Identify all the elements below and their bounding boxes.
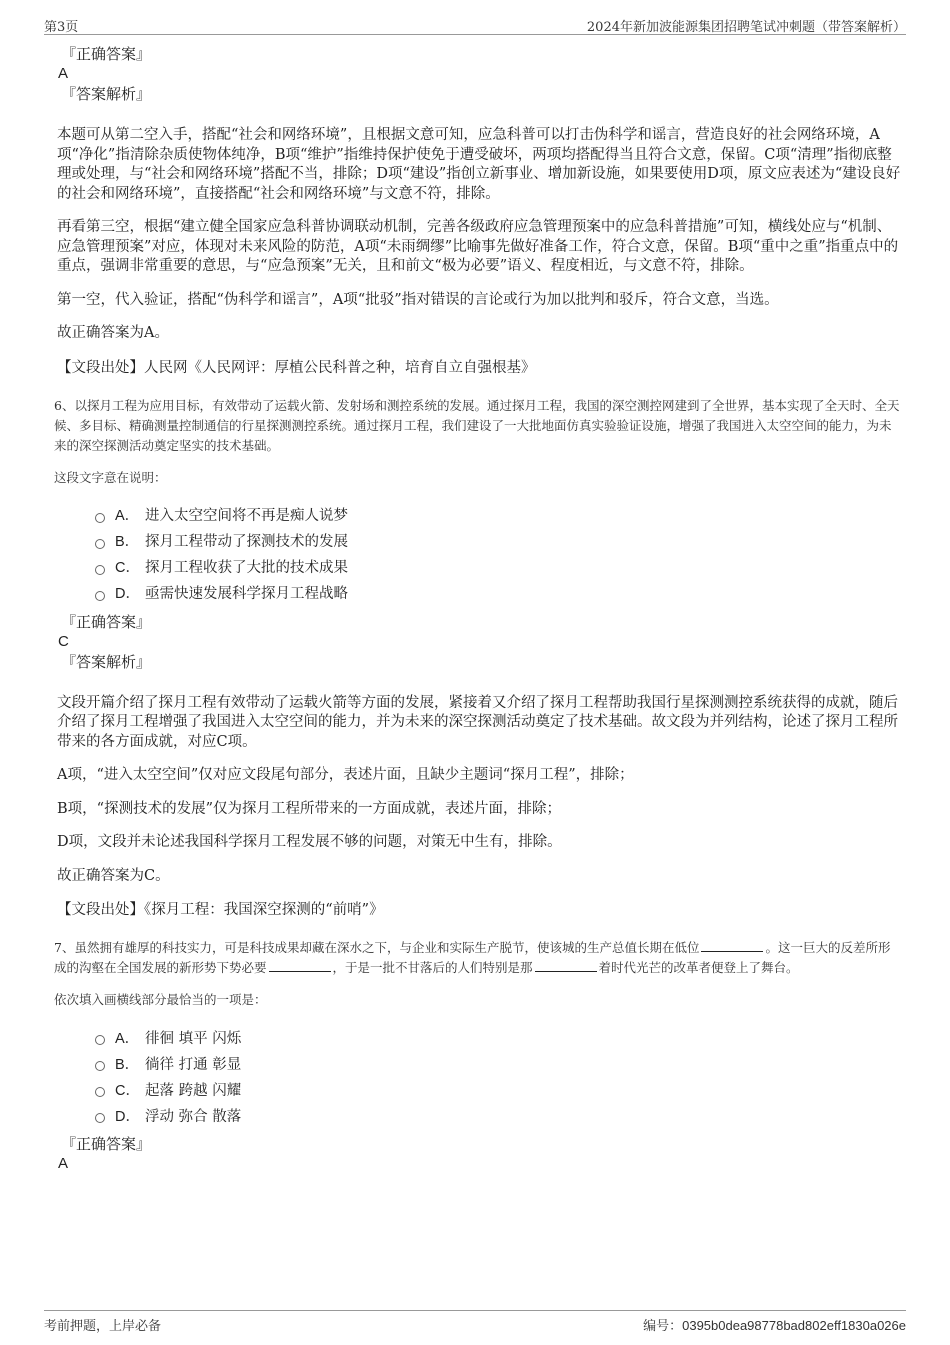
page-header bbox=[44, 14, 906, 35]
option-list bbox=[95, 502, 902, 606]
option-a[interactable]: A． 徘徊 填平 闪烁 bbox=[95, 1024, 902, 1050]
option-b[interactable]: B． 徜徉 打通 彰显 bbox=[95, 1050, 902, 1076]
radio-icon[interactable] bbox=[95, 539, 105, 549]
question-stem: 6、以探月工程为应用目标，有效带动了运载火箭、发射场和测控系统的发展。通过探月工程，我国的深空测控网建到了全世界，基本实现了全天时、全天候、多目标、精确测量控制通信的行星探测测控系统。通过探月工程，我们建设了一大批地面仿真实验验证设施，增强了我国进入太空空间的能力，为未来的深空探测活动奠定坚实的技术基础。 bbox=[54, 397, 900, 453]
analysis-paragraph: B项，“探测技术的发展”仅为探月工程所带来的一方面成就，表述片面，排除； bbox=[57, 800, 561, 817]
page-number: 第3页 bbox=[44, 20, 79, 35]
source-citation: 【文段出处】《探月工程：我国深空探测的“前哨”》 bbox=[57, 902, 384, 918]
fill-blank bbox=[701, 939, 763, 952]
page-footer bbox=[44, 1310, 906, 1335]
analysis-paragraph: 故正确答案为A。 bbox=[57, 325, 169, 341]
analysis-label: 『答案解析』 bbox=[61, 652, 152, 671]
analysis-label: 『答案解析』 bbox=[61, 85, 152, 103]
answer-label: 『正确答案』 bbox=[61, 1135, 152, 1153]
radio-icon[interactable] bbox=[95, 1061, 105, 1071]
answer-value: A bbox=[58, 1155, 69, 1172]
option-b[interactable]: B． 探月工程带动了探测技术的发展 bbox=[95, 528, 902, 554]
analysis-paragraph: D项，文段并未论述我国科学探月工程发展不够的问题，对策无中生有，排除。 bbox=[57, 834, 562, 850]
radio-icon[interactable] bbox=[95, 1113, 105, 1123]
fill-blank bbox=[535, 959, 597, 972]
answer-value: C bbox=[58, 632, 69, 650]
option-list bbox=[95, 1024, 902, 1128]
footer-slogan: 考前押题，上岸必备 bbox=[44, 1319, 162, 1334]
analysis-paragraph: 文段开篇介绍了探月工程有效带动了运载火箭等方面的发展，紧接着又介绍了探月工程帮助我国行星探测测控系统获得的成就，随后介绍了探月工程增强了我国进入太空空间的能力，并为未来的深空探测活动奠定了技术基础。故文段为并列结构，论述了探月工程所带来的各方面成就，对应C项。 bbox=[57, 694, 898, 750]
question-stem: 7、虽然拥有雄厚的科技实力，可是科技成果却藏在深水之下，与企业和实际生产脱节，使该城的生产总值长期在低位 。这一巨大的反差所形成的沟壑在全国发展的新形势下势必要 ，于是一批不甘落后的人们特别是那 着时代光芒的改革者便登上了舞台。 bbox=[54, 940, 891, 975]
document-body bbox=[54, 44, 902, 1174]
analysis-paragraph: A项，“进入太空空间”仅对应文段尾句部分，表述片面，且缺少主题词“探月工程”，排除； bbox=[57, 767, 634, 783]
option-d[interactable]: D． 亟需快速发展科学探月工程战略 bbox=[95, 580, 902, 606]
answer-label: 『正确答案』 bbox=[61, 612, 152, 631]
question-prompt: 依次填入画横线部分最恰当的一项是： bbox=[54, 992, 267, 1007]
document-title: 2024年新加波能源集团招聘笔试冲刺题（带答案解析） bbox=[586, 20, 906, 35]
option-a[interactable]: A． 进入太空空间将不再是痴人说梦 bbox=[95, 502, 902, 528]
answer-label: 『正确答案』 bbox=[61, 45, 152, 63]
fill-blank bbox=[269, 959, 331, 972]
radio-icon[interactable] bbox=[95, 1087, 105, 1097]
source-citation: 【文段出处】人民网《人民网评：厚植公民科普之种，培育自立自强根基》 bbox=[57, 359, 536, 376]
question-prompt: 这段文字意在说明： bbox=[54, 469, 167, 485]
analysis-paragraph: 第一空，代入验证，搭配“伪科学和谣言”，A项“批驳”指对错误的言论或行为加以批判和驳斥，符合文意，当选。 bbox=[57, 291, 779, 308]
radio-icon[interactable] bbox=[95, 591, 105, 601]
radio-icon[interactable] bbox=[95, 1035, 105, 1045]
analysis-paragraph: 本题可从第二空入手，搭配“社会和网络环境”，且根据文意可知，应急科普可以打击伪科学和谣言，营造良好的社会网络环境，A项“净化”指清除杂质使物体纯净，B项“维护”指维持保护使免于遭受破坏，两项均搭配得当且符合文意，保留。C项“清理”指彻底整理或处理，与“社会和网络环境”搭配不当，排除；D项“建设”指创立新事业、增加新设施，如果要使用D项，原文应表述为“建设良好的社会和网络环境”，直接搭配“社会和网络环境”与文意不符，排除。 bbox=[57, 127, 901, 202]
analysis-paragraph: 故正确答案为C。 bbox=[57, 867, 170, 884]
option-d[interactable]: D． 浮动 弥合 散落 bbox=[95, 1102, 902, 1128]
answer-value: A bbox=[58, 65, 69, 82]
option-c[interactable]: C． 探月工程收获了大批的技术成果 bbox=[95, 554, 902, 580]
radio-icon[interactable] bbox=[95, 565, 105, 575]
document-code: 编号：0395b0dea98778bad802eff1830a026e bbox=[643, 1318, 906, 1334]
analysis-paragraph: 再看第三空，根据“建立健全国家应急科普协调联动机制，完善各级政府应急管理预案中的应急科普措施”可知，横线处应与“机制、应急管理预案”对应，体现对未来风险的防范，A项“未雨绸缪”比喻事先做好准备工作，符合文意，保留。B项“重中之重”指重点中的重点，强调非常重要的意思，与“应急预案”无关，且和前文“极为必要”语义、程度相近，与文意不符，排除。 bbox=[57, 219, 899, 274]
option-c[interactable]: C． 起落 跨越 闪耀 bbox=[95, 1076, 902, 1102]
radio-icon[interactable] bbox=[95, 513, 105, 523]
